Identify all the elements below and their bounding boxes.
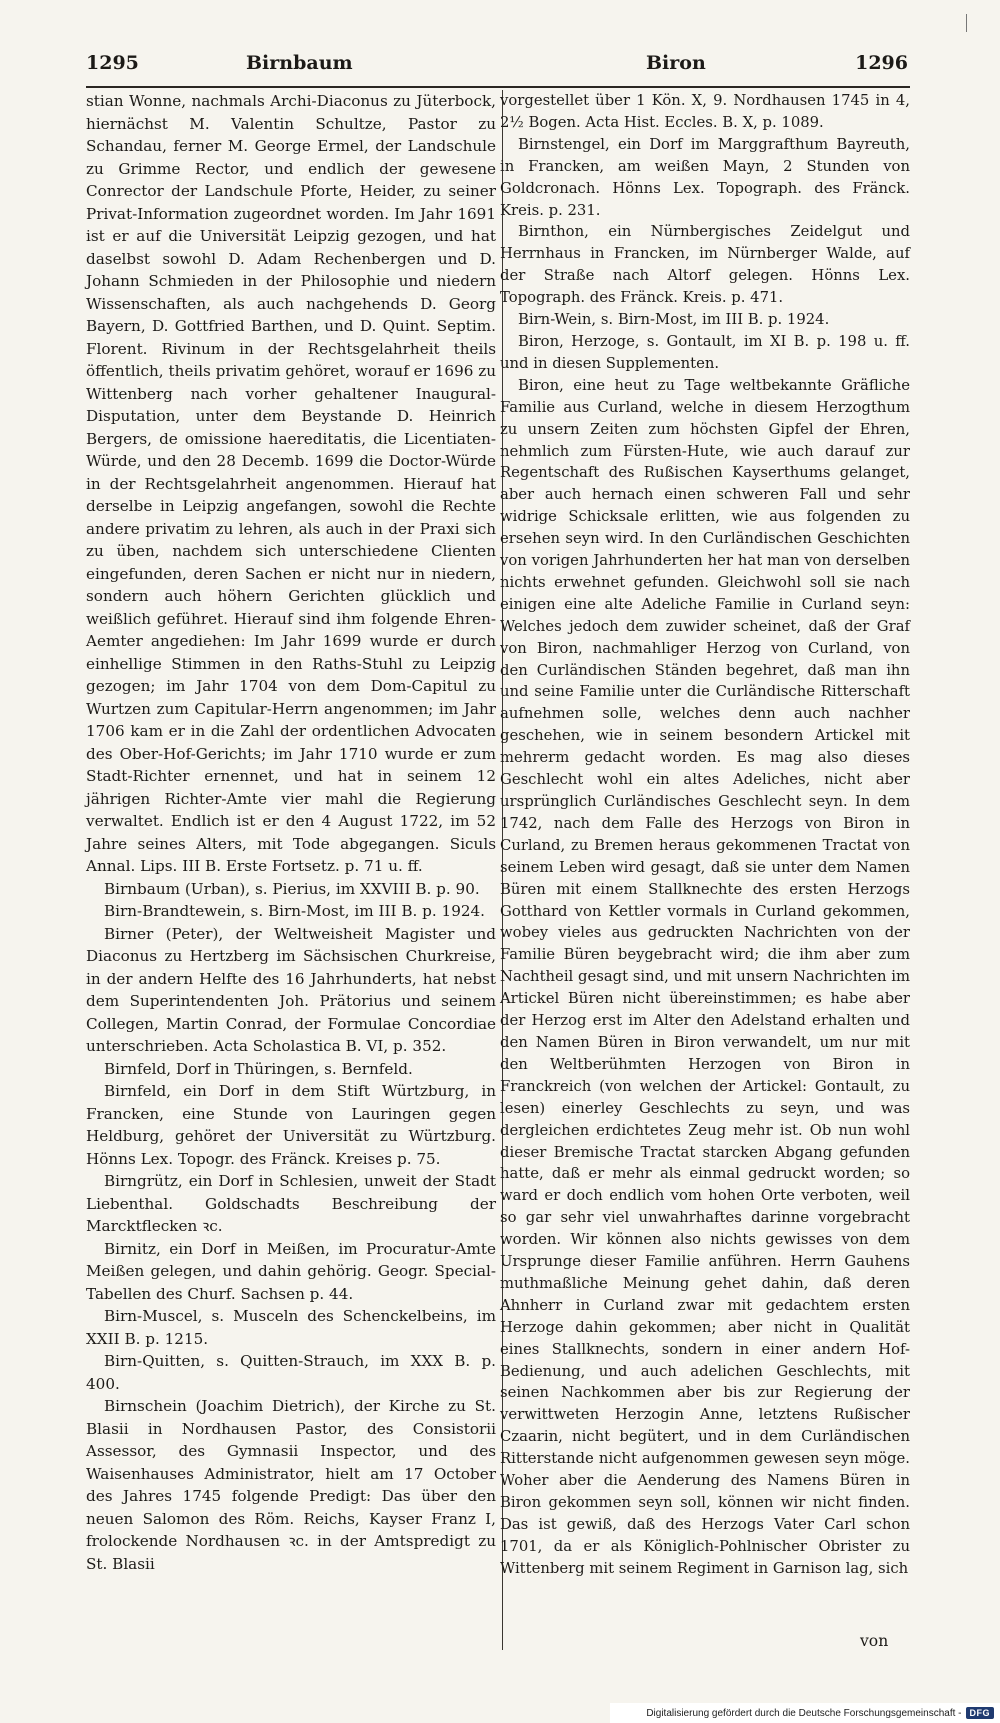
- entry-paragraph: Biron, Herzoge, s. Gontault, im XI B. p. 198 u. ff. und in diesen Supplementen.: [500, 332, 910, 372]
- catchword: von: [860, 1632, 889, 1650]
- digitization-footer: [610, 1703, 1000, 1723]
- entry-paragraph: Birner (Peter), der Weltweisheit Magister und Diaconus zu Hertzberg im Sächsischen Churkreise, in der andern Helfte des 16 Jahrhunderts, hat nebst dem Superintendenten Joh. Prätorius und seinem Collegen, Martin Conrad, der Formulae Concordiae unterschrieben. Acta Scholastica B. VI, p. 352.: [86, 924, 496, 1055]
- entry-paragraph: vorgestellet über 1 Kön. X, 9. Nordhausen 1745 in 4, 2½ Bogen. Acta Hist. Eccles. B. X, p. 1089.: [500, 92, 910, 131]
- right-column: [500, 90, 910, 1580]
- entry-paragraph: Birnschein (Joachim Dietrich), der Kirche zu St. Blasii in Nordhausen Pastor, des Consistorii Assessor, des Gymnasii Inspector, und des Waisenhauses Administrator, hielt am 17 October des Jahres 1745 folgende Predigt: Das über den neuen Salomon des Röm. Reichs, Kayser Franz I, frolockende Nordhausen ꝛc. in der Amtspredigt zu St. Blasii: [86, 1397, 496, 1573]
- entry-paragraph: stian Wonne, nachmals Archi-Diaconus zu Jüterbock, hiernächst M. Valentin Schultze, Pastor zu Schandau, ferner M. George Ermel, der Landschule zu Grimme Rector, und endlich der gewesene Conrector der Landschule Pforte, Heider, zu seiner Privat-Information zugeordnet worden. Im Jahr 1691 ist er auf die Universität Leipzig gezogen, und hat daselbst sowohl D. Adam Rechenbergen und D. Johann Schmieden in der Philosophie und niedern Wissenschaften, als auch nachgehends D. Georg Bayern, D. Gottfried Barthen, und D. Quint. Septim. Florent. Rivinum in der Rechtsgelahrheit theils öffentlich, theils privatim gehöret, worauf er 1696 zu Wittenberg nach vorher gehaltener Inaugural-Disputation, unter dem Beystande D. Heinrich Bergers, de omissione haereditatis, die Licentiaten-Würde, und den 28 Decemb. 1699 die Doctor-Würde in der Rechtsgelahrheit angenommen. Hierauf hat derselbe in Leipzig angefangen, sowohl die Rechte andere privatim zu lehren, als auch in der Praxi sich zu üben, nachdem sich unterschiedene Clienten eingefunden, deren Sachen er nicht nur in niedern, sondern auch höhern Gerichten glücklich und weißlich geführet. Hierauf sind ihm folgende Ehren-Aemter angediehen: Im Jahr 1699 wurde er durch einhellige Stimmen in den Raths-Stuhl zu Leipzig gezogen; im Jahr 1704 von dem Dom-Capitul zu Wurtzen zum Capitular-Herrn angenommen; im Jahr 1706 kam er in die Zahl der ordentlichen Advocaten des Ober-Hof-Gerichts; im Jahr 1710 wurde er zum Stadt-Richter ernennet, und hat in seinem 12 jährigen Richter-Amte vier mahl die Regierung verwaltet. Endlich ist er den 4 August 1722, im 52 Jahre seines Alters, mit Tode abgegangen. Siculs Annal. Lips. III B. Erste Fortsetz. p. 71 u. ff.: [86, 92, 497, 875]
- entry-paragraph: Birnthon, ein Nürnbergisches Zeidelgut und Herrnhaus in Francken, im Nürnberger Walde, auf der Straße nach Altorf gelegen. Hönns Lex. Topograph. des Fränck. Kreis. p. 471.: [500, 223, 910, 307]
- running-title-left: Birnbaum: [246, 52, 353, 74]
- header-rule: [86, 86, 910, 88]
- page-number-right: 1296: [855, 52, 908, 74]
- entry-paragraph: Birn-Wein, s. Birn-Most, im III B. p. 1924.: [518, 311, 830, 329]
- entry-paragraph: Birnfeld, ein Dorf in dem Stift Würtzburg, in Francken, eine Stunde von Lauringen gegen Heldburg, gehöret der Universität zu Würtzburg. Hönns Lex. Topogr. des Fränck. Kreises p. 75.: [86, 1082, 496, 1168]
- dfg-logo: DFG: [966, 1707, 995, 1719]
- entry-paragraph: Birnbaum (Urban), s. Pierius, im XXVIII B. p. 90.: [104, 879, 480, 898]
- entry-paragraph: Birn-Quitten, s. Quitten-Strauch, im XXX B. p. 400.: [86, 1352, 496, 1393]
- scan-mark: [966, 14, 967, 32]
- running-header: [86, 52, 908, 82]
- entry-paragraph: Birnfeld, Dorf in Thüringen, s. Bernfeld.: [104, 1059, 413, 1078]
- entry-paragraph: Biron, eine heut zu Tage weltbekannte Gräfliche Familie aus Curland, welche in diesem Herzogthum zu unsern Zeiten zum höchsten Gipfel der Ehren, nehmlich zum Fürsten-Hute, wie auch darauf zur Regentschaft des Rußischen Kayserthums gelanget, aber auch hernach einen schweren Fall und sehr widrige Schicksale erlitten, wie aus folgenden zu ersehen seyn wird. In den Curländischen Geschichten von vorigen Jahrhunderten her hat man von derselben nichts erwehnet gefunden. Gleichwohl soll sie nach einigen eine alte Adeliche Familie in Curland seyn: Welches jedoch dem zuwider scheinet, daß der Graf von Biron, nachmahliger Herzog von Curland, von den Curländischen Ständen begehret, daß man ihn und seine Familie unter die Curländische Ritterschaft aufnehmen solle, welches denn auch nachher geschehen, wie in seinem besondern Artickel mit mehrerm gedacht worden. Es mag also dieses Geschlecht wohl ein altes Adeliches, nicht aber ursprünglich Curländisches Geschlecht seyn. In dem 1742, nach dem Falle des Herzogs von Biron in Curland, zu Bremen heraus gekommenen Tractat von seinem Leben wird gesagt, daß sie unter dem Namen Büren mit einem Stallknechte des ersten Herzogs Gotthard von Kettler vormals in Curland gekommen, wobey vieles aus gedruckten Nachrichten von der Familie Büren beygebracht wird; die ihm aber zum Nachtheil gesagt sind, und mit unsern Nachrichten im Artickel Büren nicht übereinstimmen; es habe aber der Herzog erst im Alter den Adelstand erhalten und den Namen Büren in Biron verwandelt, um nur mit den Weltberühmten Herzogen von Biron in Franckreich (von welchen der Artickel: Gontault, zu lesen) einerley Geschlechts zu seyn, und was dergleichen erdichtetes Zeug mehr ist. Ob nun wohl dieser Bremische Tractat starcken Abgang gefunden hatte, daß er mehr als einmal gedruckt worden; so ward er doch endlich vom hohen Orte verboten, weil so gar sehr viel unwahrhaftes darinne vorgebracht worden. Wir können also nichts gewisses von dem Ursprunge dieser Familie anführen. Herrn Gauhens muthmaßliche Meinung gehet dahin, daß deren Ahnherr in Curland zwar mit gedachtem ersten Herzoge dahin gekommen; aber nicht in Qualität eines Stallknechts, sondern in einer andern Hof-Bedienung, und auch adelichen Geschlechts, mit seinen Nachkommen aber bis zur Regierung der verwittweten Herzogin Anne, letztens Rußischer Czaarin, nicht begütert, und in dem Curländischen Ritterstande nicht aufgenommen gewesen seyn möge. Woher aber die Aenderung des Namens Büren in Biron gekommen seyn soll, können wir nicht finden. Das ist gewiß, daß des Herzogs Vater Carl schon 1701, da er als Königlich-Pohlnischer Obrister zu Wittenberg mit seinem Regiment in Garnison lag, sich: [500, 376, 910, 1577]
- footer-credit: Digitalisierung gefördert durch die Deutsche Forschungsgemeinschaft -: [646, 1707, 962, 1719]
- entry-paragraph: Birn-Muscel, s. Musceln des Schenckelbeins, im XXII B. p. 1215.: [86, 1307, 496, 1348]
- entry-paragraph: Birnitz, ein Dorf in Meißen, im Procuratur-Amte Meißen gelegen, und dahin gehörig. Geogr. Special-Tabellen des Churf. Sachsen p. 44.: [86, 1239, 496, 1303]
- entry-paragraph: Birnstengel, ein Dorf im Marggrafthum Bayreuth, in Francken, am weißen Mayn, 2 Stunden von Goldcronach. Hönns Lex. Topograph. des Fränck. Kreis. p. 231.: [500, 135, 910, 219]
- entry-paragraph: Birn-Brandtewein, s. Birn-Most, im III B. p. 1924.: [104, 902, 486, 920]
- entry-paragraph: Birngrütz, ein Dorf in Schlesien, unweit der Stadt Liebenthal. Goldschadts Beschreibung der Marcktflecken ꝛc.: [86, 1172, 496, 1235]
- left-column: [86, 90, 496, 1575]
- running-title-right: Biron: [646, 52, 706, 74]
- page-number-left: 1295: [86, 52, 139, 74]
